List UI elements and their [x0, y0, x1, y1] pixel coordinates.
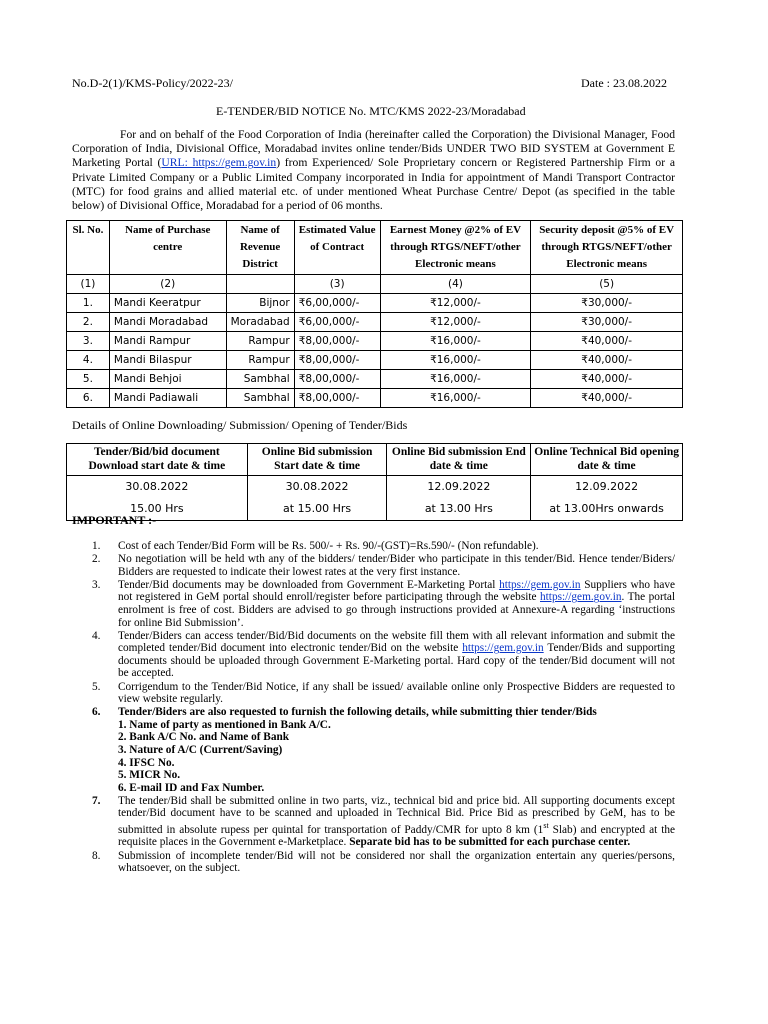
important-heading: IMPORTANT :- — [72, 513, 157, 527]
sub-item: 1. Name of party as mentioned in Bank A/C. — [118, 718, 331, 731]
list-item — [92, 578, 676, 629]
table-row — [67, 294, 683, 313]
cell-ev: ₹8,00,000/- — [294, 332, 380, 351]
cell-district: Sambhal — [226, 370, 294, 389]
cell-district: Moradabad — [226, 313, 294, 332]
cell-centre: Mandi Behjoi — [109, 370, 226, 389]
table-row — [67, 313, 683, 332]
gem-url-link[interactable]: URL: https://gem.gov.in — [161, 156, 277, 170]
schedule-header-opening: Online Technical Bid opening date & time — [531, 444, 683, 476]
item-text: Tender/Bids and supporting documents should be uploaded through Government E-Marketing portal. Hard copy of the tender/Bid document will not be accepted. — [118, 642, 675, 680]
cell-centre: Mandi Bilaspur — [109, 351, 226, 370]
cell-district: Bijnor — [226, 294, 294, 313]
cell-ev: ₹6,00,000/- — [294, 313, 380, 332]
list-item — [92, 849, 675, 875]
cell-emd: ₹16,000/- — [380, 351, 531, 370]
col-header-ev: Estimated Value of Contract — [294, 221, 380, 275]
cell-district: Rampur — [226, 351, 294, 370]
schedule-table — [66, 443, 683, 521]
cell-ev: ₹8,00,000/- — [294, 389, 380, 408]
schedule-caption: Details of Online Downloading/ Submission/ Opening of Tender/Bids — [72, 418, 408, 432]
col-header-centre: Name of Purchase centre — [109, 221, 226, 275]
sub-item: 4. IFSC No. — [118, 756, 175, 769]
schedule-time: at 13.00Hrs onwards — [549, 502, 664, 515]
cell-district: Rampur — [226, 332, 294, 351]
item-text: . The portal enrolment is free of cost. Bidders are advised to go through instructions provided at Annexure-A regarding ‘instructions for online Bid Submission’. — [118, 591, 675, 629]
col-num: (2) — [109, 275, 226, 294]
item-text: Tender/Bid documents may be downloaded from Government E-Marketing Portal — [118, 578, 500, 591]
cell-emd: ₹12,000/- — [380, 313, 531, 332]
cell-ev: ₹6,00,000/- — [294, 294, 380, 313]
important-list — [92, 540, 676, 875]
col-num — [226, 275, 294, 294]
schedule-values-row — [67, 476, 683, 521]
item-number: 4. — [92, 629, 101, 642]
notice-title: E-TENDER/BID NOTICE No. MTC/KMS 2022-23/Moradabad — [216, 104, 526, 118]
schedule-time: at 13.00 Hrs — [424, 502, 493, 515]
superscript: st — [543, 821, 549, 831]
table-row — [67, 332, 683, 351]
schedule-header-download: Tender/Bid/bid document Download start date & time — [67, 444, 248, 476]
item-text: Slab) and encrypted at the requisite places in the Government e-Marketplace. — [118, 823, 675, 849]
cell-sl: 1. — [67, 294, 110, 313]
col-num: (4) — [380, 275, 531, 294]
item-number: 2. — [92, 553, 101, 566]
item-text: Suppliers who have not registered in GeM portal should enroll/register before participating through the website — [118, 578, 676, 604]
table-header-row — [67, 221, 683, 275]
col-header-sl: Sl. No. — [67, 221, 110, 275]
list-item — [92, 540, 675, 553]
list-item — [92, 680, 675, 706]
intro-paragraph — [72, 128, 675, 213]
schedule-date: 12.09.2022 — [575, 480, 639, 493]
cell-sl: 6. — [67, 389, 110, 408]
table-row — [67, 370, 683, 389]
sub-item: 5. MICR No. — [118, 769, 181, 782]
item-number: 3. — [92, 578, 101, 591]
notice-date: Date : 23.08.2022 — [581, 76, 667, 90]
gem-website-link[interactable]: https://gem.gov.in — [540, 591, 622, 604]
cell-sd: ₹40,000/- — [531, 389, 683, 408]
gem-website-link[interactable]: https://gem.gov.in — [462, 642, 544, 655]
item-text: Cost of each Tender/Bid Form will be Rs. 500/- + Rs. 90/-(GST)=Rs.590/- (Non refundable). — [118, 540, 539, 552]
cell-sl: 5. — [67, 370, 110, 389]
column-number-row — [67, 275, 683, 294]
sub-item: 6. E-mail ID and Fax Number. — [118, 781, 265, 794]
table-row — [67, 389, 683, 408]
item-number: 1. — [92, 540, 101, 552]
col-num: (3) — [294, 275, 380, 294]
cell-centre: Mandi Keeratpur — [109, 294, 226, 313]
item-text: Tender/Biders are also requested to furnish the following details, while submitting thier tender/Bids — [118, 706, 597, 719]
item-bold-text: Separate bid has to be submitted for each purchase center. — [349, 836, 631, 849]
col-num: (5) — [531, 275, 683, 294]
schedule-time: 15.00 Hrs — [130, 502, 184, 515]
schedule-date: 12.09.2022 — [427, 480, 491, 493]
table-row — [67, 351, 683, 370]
cell-centre: Mandi Padiawali — [109, 389, 226, 408]
col-header-emd: Earnest Money @2% of EV through RTGS/NEFT/other Electronic means — [380, 221, 531, 275]
schedule-header-row — [67, 444, 683, 476]
cell-emd: ₹16,000/- — [380, 389, 531, 408]
intro-text-1: For and on behalf of the Food Corporation of India (hereinafter called the Corporation) the Divisional Manager, Food Corporation of India, Divisional Office, Moradabad invites online tender/Bids UNDER TWO BID SYSTEM at Government E Marketing Portal ( — [72, 128, 675, 170]
item-text: Corrigendum to the Tender/Bid Notice, if any shall be issued/ available online only Prospective Bidders are requested to view website regularly. — [118, 680, 675, 706]
item-number: 6. — [92, 706, 101, 719]
reference-number: No.D-2(1)/KMS-Policy/2022-23/ — [72, 76, 233, 90]
cell-district: Sambhal — [226, 389, 294, 408]
item-number: 5. — [92, 680, 101, 693]
item-text: Tender/Biders can access tender/Bid/Bid documents on the website fill them with all relevant information and submit the completed tender/Bid document into electronic tender/Bid on the website — [118, 629, 675, 655]
item-text: The tender/Bid shall be submitted online in two parts, viz., technical bid and price bid. All supporting documents except tender/Bid document have to be scanned and uploaded in Technical Bid. Price Bid as prescribed by GeM, has to be submitted in absolute rupess per quintal for transportation of Paddy/CMR for upto 8 km (1 — [118, 794, 675, 836]
gem-portal-link[interactable]: https://gem.gov.in — [499, 578, 581, 591]
cell-ev: ₹8,00,000/- — [294, 351, 380, 370]
cell-ev: ₹8,00,000/- — [294, 370, 380, 389]
col-header-district: Name of Revenue District — [226, 221, 294, 275]
cell-sd: ₹30,000/- — [531, 294, 683, 313]
sub-item: 3. Nature of A/C (Current/Saving) — [118, 744, 283, 756]
cell-emd: ₹16,000/- — [380, 332, 531, 351]
cell-emd: ₹16,000/- — [380, 370, 531, 389]
item-number: 8. — [92, 849, 101, 862]
schedule-date: 30.08.2022 — [285, 480, 349, 493]
list-item — [92, 629, 675, 680]
cell-centre: Mandi Moradabad — [109, 313, 226, 332]
cell-sd: ₹40,000/- — [531, 351, 683, 370]
item-text: Submission of incomplete tender/Bid will not be considered nor shall the organization entertain any queries/persons, whatsoever, on the subject. — [118, 849, 675, 875]
schedule-date: 30.08.2022 — [125, 480, 189, 493]
cell-sd: ₹40,000/- — [531, 370, 683, 389]
cell-sd: ₹40,000/- — [531, 332, 683, 351]
schedule-cell-opening — [531, 476, 683, 521]
schedule-header-end: Online Bid submission End date & time — [387, 444, 531, 476]
schedule-header-start: Online Bid submission Start date & time — [247, 444, 387, 476]
col-num: (1) — [67, 275, 110, 294]
item-number: 7. — [92, 794, 101, 807]
schedule-cell-start — [247, 476, 387, 521]
item-text: No negotiation will be held wth any of the bidders/ tender/Bider who participate in this tender/Bid. Hence tender/Biders/ Bidders are requested to indicate their lowest rates at the very first instance. — [118, 553, 675, 578]
cell-sl: 4. — [67, 351, 110, 370]
cell-sl: 2. — [67, 313, 110, 332]
purchase-centres-table — [66, 220, 683, 408]
cell-sl: 3. — [67, 332, 110, 351]
sub-item: 2. Bank A/C No. and Name of Bank — [118, 731, 290, 744]
list-item — [92, 706, 675, 794]
list-item — [92, 553, 675, 578]
schedule-time: at 15.00 Hrs — [283, 502, 352, 515]
list-item — [92, 794, 675, 849]
col-header-sd: Security deposit @5% of EV through RTGS/NEFT/other Electronic means — [531, 221, 683, 275]
schedule-cell-end — [387, 476, 531, 521]
intro-text-2: ) from Experienced/ Sole Proprietary concern or Registered Partnership Firm or a Private Limited Company or a Public Limited Company incorporated in India for appointment of Mandi Transport Contractor (MTC) for food grains and allied material etc. of under mentioned Wheat Purchase Centre/ Depot (as specified in the table below) of Divisional Office, Moradabad for a period of 06 months. — [72, 156, 675, 213]
cell-sd: ₹30,000/- — [531, 313, 683, 332]
cell-emd: ₹12,000/- — [380, 294, 531, 313]
cell-centre: Mandi Rampur — [109, 332, 226, 351]
